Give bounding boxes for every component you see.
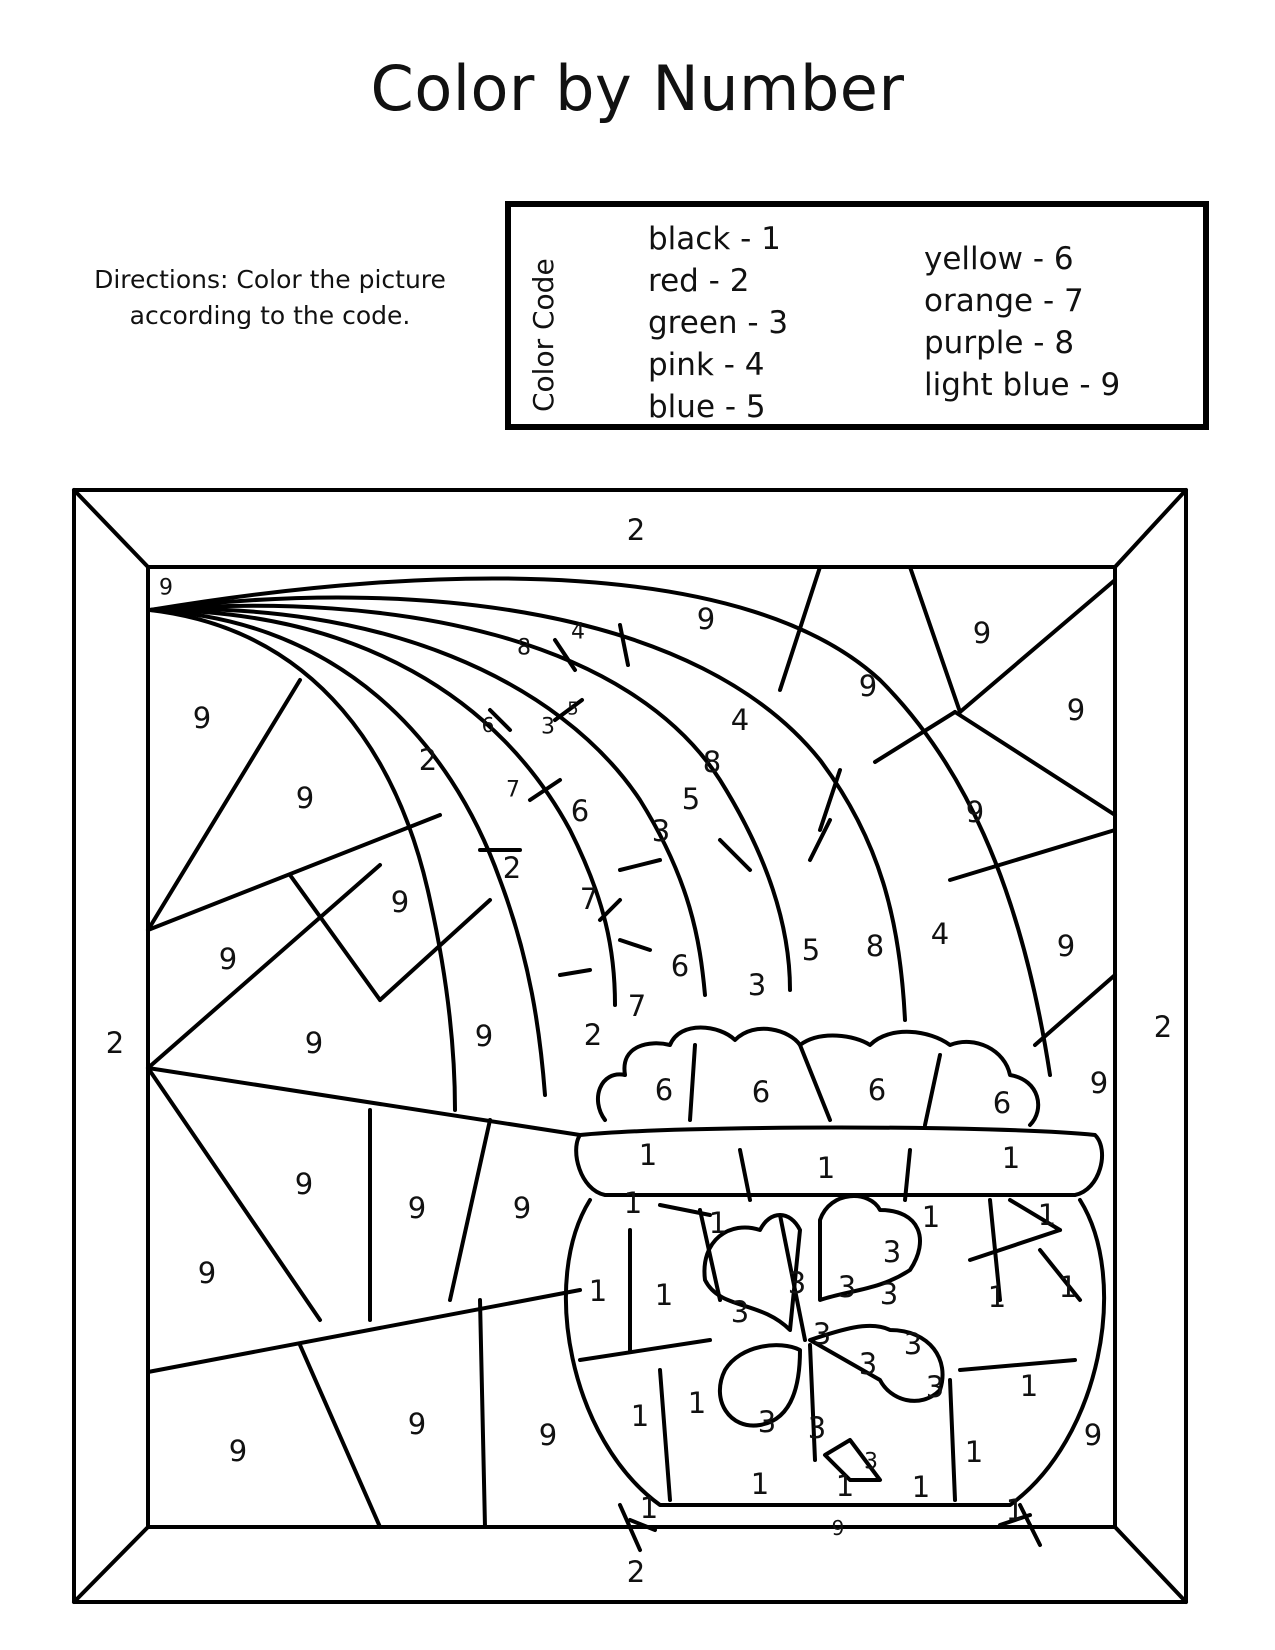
pot-number: 1: [750, 1467, 770, 1501]
sky-number: 9: [304, 1026, 324, 1060]
rainbow-number: 2: [583, 1018, 603, 1052]
pot-number: 1: [588, 1274, 608, 1308]
code-entry: black - 1: [648, 221, 781, 257]
rainbow-number: 4: [930, 917, 950, 951]
pot-number: 1: [654, 1278, 674, 1312]
code-entry: red - 2: [648, 263, 750, 299]
pot-number: 1: [639, 1491, 659, 1525]
rainbow-number: 4: [730, 703, 750, 737]
rainbow-number: 3: [747, 968, 767, 1002]
pot-number: 1: [921, 1200, 941, 1234]
pot-number: 1: [911, 1470, 931, 1504]
region-numbers: [106, 513, 1172, 1589]
pot-number: 1: [987, 1280, 1007, 1314]
sky-number: 9: [159, 575, 173, 601]
rainbow-number: 3: [541, 714, 555, 740]
sky-number: 9: [228, 1434, 248, 1468]
color-code-label: Color Code: [527, 258, 560, 412]
frame-number: 2: [626, 1555, 646, 1589]
rainbow-number: 8: [865, 929, 885, 963]
pot-number: 1: [623, 1186, 643, 1220]
sky-number: 9: [858, 669, 878, 703]
rainbow-number: 7: [506, 777, 520, 803]
shamrock-number: 3: [864, 1449, 878, 1475]
gold-number: 6: [751, 1075, 771, 1109]
sky-number: 9: [965, 795, 985, 829]
gold-number: 6: [867, 1073, 887, 1107]
sky-number: 9: [831, 1516, 845, 1540]
sky-number: 9: [294, 1167, 314, 1201]
gold-number: 6: [654, 1073, 674, 1107]
code-entry: blue - 5: [648, 389, 766, 425]
pot-number: 1: [1058, 1270, 1078, 1304]
sky-number: 9: [390, 885, 410, 919]
rainbow-number: 8: [517, 635, 531, 661]
sky-number: 9: [512, 1191, 532, 1225]
rainbow-number: 6: [670, 949, 690, 983]
shamrock-number: 3: [730, 1295, 750, 1329]
rainbow-number: 3: [651, 814, 671, 848]
pot-number: 1: [1037, 1198, 1057, 1232]
rainbow-number: 5: [681, 782, 701, 816]
shamrock-number: 3: [807, 1411, 827, 1445]
shamrock-number: 3: [903, 1327, 923, 1361]
sky-number: 9: [1089, 1066, 1109, 1100]
rainbow-number: 5: [567, 698, 579, 720]
shamrock-number: 3: [858, 1347, 878, 1381]
shamrock-number: 3: [787, 1266, 807, 1300]
gold-number: 6: [992, 1086, 1012, 1120]
sky-number: 9: [696, 602, 716, 636]
pot-number: 1: [964, 1435, 984, 1469]
frame-number: 2: [626, 513, 646, 547]
rainbow-number: 5: [801, 933, 821, 967]
code-entry: green - 3: [648, 305, 789, 341]
sky-number: 9: [407, 1407, 427, 1441]
sky-number: 9: [1083, 1418, 1103, 1452]
sky-number: 9: [407, 1191, 427, 1225]
frame-number: 2: [105, 1026, 125, 1060]
sky-number: 9: [218, 942, 238, 976]
shamrock-number: 3: [882, 1235, 902, 1269]
pot-number: 1: [1005, 1493, 1025, 1527]
code-entry: pink - 4: [648, 347, 765, 383]
sky-number: 9: [1066, 693, 1086, 727]
frame-number: 2: [1153, 1010, 1173, 1044]
code-entry: yellow - 6: [924, 241, 1074, 277]
sky-number: 9: [197, 1256, 217, 1290]
rainbow-number: 7: [579, 882, 599, 916]
sky-number: 9: [192, 701, 212, 735]
pot-number: 1: [638, 1138, 658, 1172]
rainbow-number: 6: [481, 713, 495, 737]
shamrock-number: 3: [837, 1270, 857, 1304]
rainbow-number: 2: [502, 851, 522, 885]
directions-text: Directions: Color the picture according to the code.: [94, 265, 446, 330]
pot-number: 1: [708, 1206, 728, 1240]
rainbow-number: 2: [418, 743, 438, 777]
rainbow-number: 7: [627, 989, 647, 1023]
pot-number: 1: [1001, 1141, 1021, 1175]
page-title: Color by Number: [370, 52, 905, 125]
rainbow-number: 8: [702, 745, 722, 779]
shamrock-number: 3: [757, 1405, 777, 1439]
sky-number: 9: [538, 1418, 558, 1452]
shamrock-number: 3: [925, 1370, 945, 1404]
rainbow-number: 6: [570, 794, 590, 828]
pot-number: 1: [816, 1151, 836, 1185]
sky-number: 9: [474, 1019, 494, 1053]
code-entry: orange - 7: [924, 283, 1084, 319]
rainbow-number: 4: [571, 619, 585, 645]
sky-number: 9: [1056, 929, 1076, 963]
code-entry: purple - 8: [924, 325, 1075, 361]
shamrock-number: 3: [812, 1317, 832, 1351]
pot-number: 1: [1019, 1369, 1039, 1403]
sky-lines: [148, 567, 1115, 1527]
shamrock-number: 3: [879, 1277, 899, 1311]
sky-number: 9: [295, 781, 315, 815]
sky-number: 9: [972, 616, 992, 650]
pot-number: 1: [687, 1386, 707, 1420]
pot-number: 1: [630, 1399, 650, 1433]
code-entry: light blue - 9: [924, 367, 1121, 403]
pot-number: 1: [835, 1469, 855, 1503]
